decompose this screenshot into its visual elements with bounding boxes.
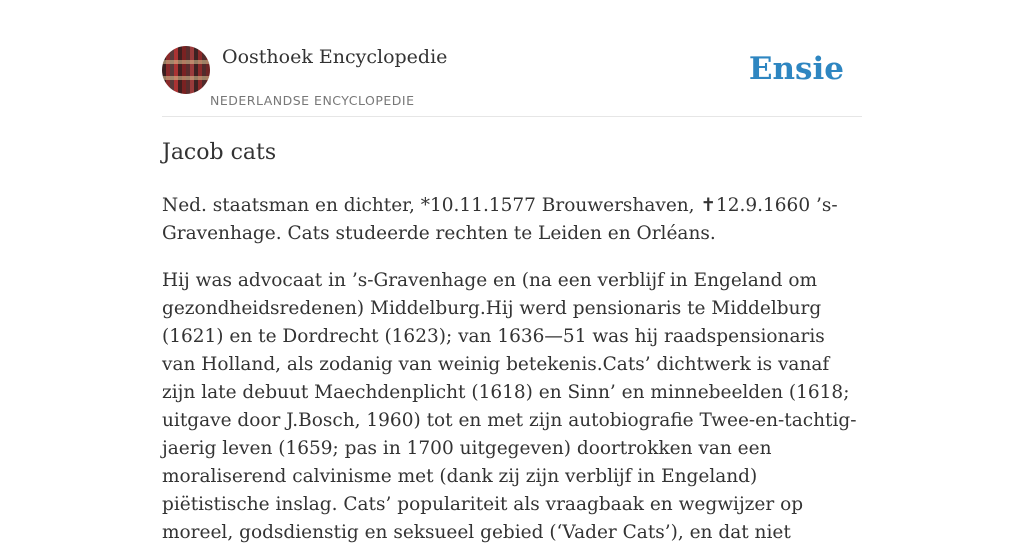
article-paragraph: Ned. staatsman en dichter, *10.11.1577 Brouwershaven, ✝12.9.1660 ’s-Gravenhage. Cats studeerde rechten te Leiden en Orléans. (162, 195, 838, 244)
article-title: Jacob cats (162, 140, 277, 165)
site-title[interactable]: Oosthoek Encyclopedie (222, 46, 448, 68)
brand-logo[interactable]: Ensie (748, 51, 844, 87)
site-subtitle: NEDERLANDSE ENCYCLOPEDIE (210, 93, 415, 108)
article-paragraph: Hij was advocaat in ’s-Gravenhage en (na een verblijf in Engeland om gezondheidsredenen) Middelburg.Hij werd pensionaris te Middelburg (1621) en te Dordrecht (1623); van 1636—51 was hij raadspensionaris van Holland, als zodanig van weinig betekenis.Cats’ dichtwerk is vanaf zijn late debuut Maechdenplicht (1618) en Sinn’ en minnebeelden (1618; uitgave door J.Bosch, 1960) tot en met zijn autobiografie Twee-en-tachtig-jaerig leven (1659; pas in 1700 uitgegeven) doortrokken van een moraliserend calvinisme met (dank zij zijn verblijf in Engeland) piëtistische inslag. Cats’ populariteit als vraagbaak en wegwijzer op moreel, godsdienstig en seksueel gebied (‘Vader Cats’), en dat niet (162, 270, 857, 543)
encyclopedia-avatar[interactable] (162, 46, 210, 94)
site-header (162, 46, 862, 117)
